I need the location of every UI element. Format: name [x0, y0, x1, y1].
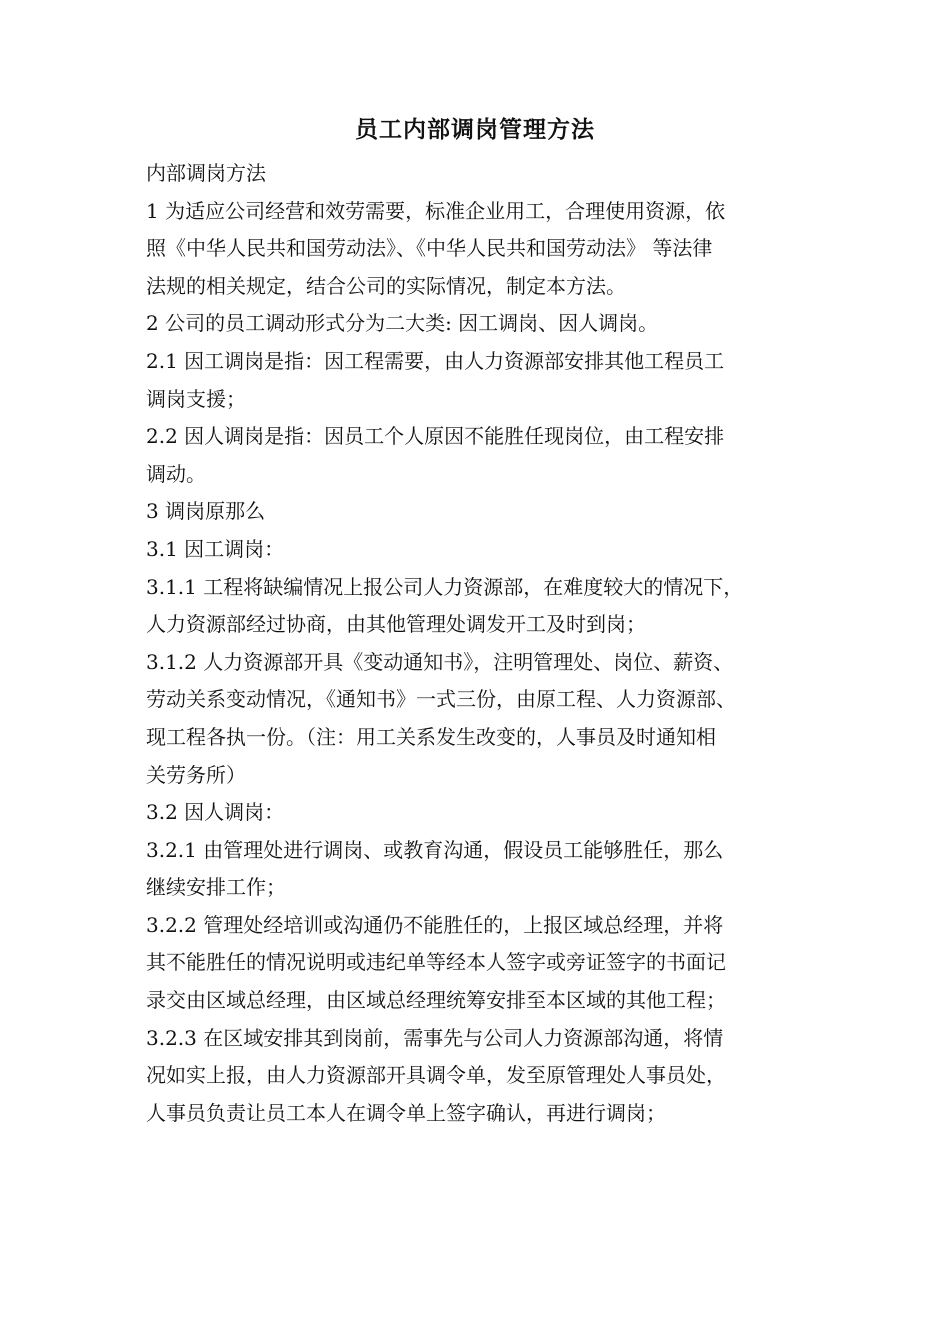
text-line: 3.2 因人调岗： [146, 800, 285, 825]
document-body [146, 155, 816, 1132]
text-line: 3.2.2 管理处经培训或沟通仍不能胜任的，上报区域总经理，并将 [146, 912, 724, 937]
text-line: 2.1 因工调岗是指：因工程需要，由人力资源部安排其他工程员工 [146, 348, 725, 373]
text-line: 2.2 因人调岗是指：因员工个人原因不能胜任现岗位，由工程安排 [146, 424, 725, 449]
text-line: 人力资源部经过协商，由其他管理处调发开工及时到岗； [146, 612, 646, 637]
text-line: 3.1.2 人力资源部开具《变动通知书》，注明管理处、岗位、薪资、 [146, 649, 734, 674]
text-line: 3.1.1 工程将缺编情况上报公司人力资源部，在难度较大的情况下， [146, 574, 744, 599]
text-line: 关劳务所） [146, 762, 246, 787]
text-line: 劳动关系变动情况，《通知书》一式三份，由原工程、人力资源部、 [146, 687, 736, 712]
text-line: 录交由区域总经理，由区域总经理统筹安排至本区域的其他工程； [146, 988, 726, 1013]
text-line: 照《中华人民共和国劳动法》、《中华人民共和国劳动法》 等法律 [146, 236, 713, 261]
text-line: 2 公司的员工调动形式分为二大类: 因工调岗、因人调岗。 [146, 311, 659, 336]
text-line: 法规的相关规定，结合公司的实际情况，制定本方法。 [146, 273, 626, 298]
text-line: 3 调岗原那么 [146, 499, 266, 524]
document-title: 员工内部调岗管理方法 [355, 116, 595, 143]
text-line: 3.2.1 由管理处进行调岗、或教育沟通，假设员工能够胜任，那么 [146, 837, 724, 862]
text-line: 调动。 [146, 461, 206, 486]
text-line: 人事员负责让员工本人在调令单上签字确认，再进行调岗； [146, 1100, 666, 1125]
text-line: 况如实上报，由人力资源部开具调令单，发至原管理处人事员处， [146, 1063, 726, 1088]
text-line: 调岗支援； [146, 386, 246, 411]
text-line: 现工程各执一份。（注：用工关系发生改变的，人事员及时通知相 [146, 724, 716, 749]
text-line: 3.2.3 在区域安排其到岗前，需事先与公司人力资源部沟通，将情 [146, 1025, 724, 1050]
text-line: 1 为适应公司经营和效劳需要，标准企业用工，合理使用资源，依 [146, 198, 726, 223]
text-line: 继续安排工作； [146, 875, 286, 900]
text-line: 其不能胜任的情况说明或违纪单等经本人签字或旁证签字的书面记 [146, 950, 726, 975]
text-line: 内部调岗方法 [146, 161, 266, 185]
text-line: 3.1 因工调岗： [146, 536, 285, 561]
